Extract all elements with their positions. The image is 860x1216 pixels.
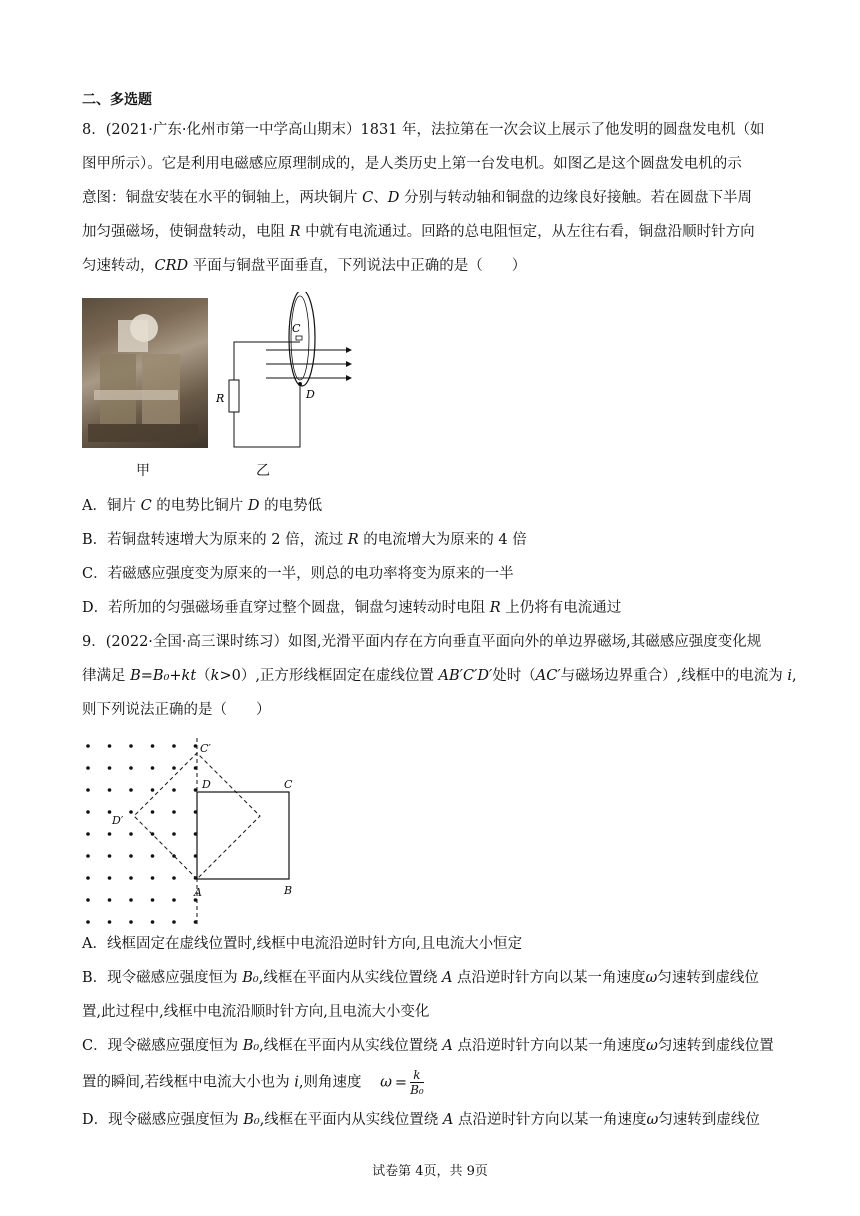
- field-dot: [86, 854, 90, 858]
- field-dot: [151, 788, 155, 792]
- field-dot: [129, 898, 133, 902]
- field-dot: [151, 766, 155, 770]
- field-dot: [172, 920, 176, 924]
- page-footer: 试卷第 4页，共 9页: [372, 1164, 488, 1179]
- field-dot: [86, 788, 90, 792]
- field-dot: [129, 876, 133, 880]
- figure-jia-caption: 甲: [136, 463, 150, 479]
- label-a: A: [194, 886, 202, 899]
- field-dot: [86, 744, 90, 748]
- field-dot: [129, 744, 133, 748]
- field-dot: [108, 898, 112, 902]
- field-dot: [108, 876, 112, 880]
- field-dot: [172, 810, 176, 814]
- field-dot: [108, 788, 112, 792]
- disc-generator-schematic: [212, 292, 362, 452]
- field-dot: [108, 744, 112, 748]
- field-dot: [129, 788, 133, 792]
- section-title: 二、多选题: [82, 92, 152, 108]
- field-dot: [151, 810, 155, 814]
- disc-generator-photo: [82, 298, 208, 448]
- field-dot: [129, 854, 133, 858]
- field-dot: [86, 920, 90, 924]
- q9-option-b-line-2: 置,此过程中,线框中电流沿顺时针方向,且电流大小变化: [82, 1004, 430, 1020]
- field-dot: [129, 766, 133, 770]
- field-dot: [151, 920, 155, 924]
- field-dot: [86, 810, 90, 814]
- q8-line-4: 加匀强磁场，使铜盘转动，电阻 R 中就有电流通过。回路的总电阻恒定，从左往右看，铜盘沿顺时针方向: [82, 224, 755, 240]
- field-dot: [172, 744, 176, 748]
- q9-line-2: 律满足 B=B₀+kt（k>0）,正方形线框固定在虚线位置 AB′C′D′处时（AC′与磁场边界重合）,线框中的电流为 i,: [82, 668, 797, 684]
- q8-line-2: 图甲所示）。它是利用电磁感应原理制成的，是人类历史上第一台发电机。如图乙是这个圆盘发电机的示: [82, 156, 742, 172]
- q9-option-c-line-2: 置的瞬间,若线框中电流大小也为 i,则角速度 ω = $\frac{k}{\text{B₀}}$: [82, 1068, 424, 1097]
- field-dot: [151, 898, 155, 902]
- field-dot: [129, 832, 133, 836]
- omega-formula: ω = $\frac{k}{\text{B₀}}$: [380, 1068, 424, 1097]
- field-dot: [151, 854, 155, 858]
- field-dot: [108, 810, 112, 814]
- q8-line-3: 意图：铜盘安装在水平的铜轴上，两块铜片 C、D 分别与转动轴和铜盘的边缘良好接触。若在圆盘下半周: [82, 190, 752, 206]
- magnetic-field-dots: [86, 744, 197, 924]
- q8-line-5: 匀速转动，CRD 平面与铜盘平面垂直，下列说法中正确的是（ ）: [82, 258, 527, 274]
- field-dot: [86, 876, 90, 880]
- field-dot: [86, 766, 90, 770]
- field-dot: [129, 920, 133, 924]
- q8-option-d: D．若所加的匀强磁场垂直穿过整个圆盘，铜盘匀速转动时电阻 R 上仍将有电流通过: [82, 600, 622, 616]
- q9-line-1: 9．(2022·全国·高三课时练习）如图,光滑平面内存在方向垂直平面向外的单边界磁场,其磁感应强度变化规: [82, 634, 762, 650]
- q9-option-a: A．线框固定在虚线位置时,线框中电流沿逆时针方向,且电流大小恒定: [82, 936, 523, 952]
- q8-option-b: B．若铜盘转速增大为原来的 2 倍，流过 R 的电流增大为原来的 4 倍: [82, 532, 527, 548]
- field-dot: [86, 832, 90, 836]
- q9-line-3: 则下列说法正确的是（ ）: [82, 702, 271, 718]
- field-dot: [172, 766, 176, 770]
- field-dot: [129, 810, 133, 814]
- q8-line-1: 8．(2021·广东·化州市第一中学高山期末）1831 年，法拉第在一次会议上展示了他发明的圆盘发电机（如: [82, 122, 765, 138]
- label-c: C: [284, 778, 293, 791]
- field-dot: [172, 898, 176, 902]
- field-dot: [108, 766, 112, 770]
- field-dot: [172, 876, 176, 880]
- label-b: B: [284, 884, 293, 897]
- field-dot: [151, 876, 155, 880]
- q9-option-d-line-1: D．现令磁感应强度恒为 B₀,线框在平面内从实线位置绕 A 点沿逆时针方向以某一角速度ω匀速转到虚线位: [82, 1112, 760, 1128]
- label-c-prime: C′: [200, 742, 211, 755]
- q8-option-a: A．铜片 C 的电势比铜片 D 的电势低: [82, 498, 323, 514]
- label-c: C: [292, 322, 301, 335]
- field-dot: [108, 854, 112, 858]
- field-dot: [108, 920, 112, 924]
- q8-option-c: C．若磁感应强度变为原来的一半，则总的电功率将变为原来的一半: [82, 566, 514, 582]
- label-d-prime: D′: [112, 814, 124, 827]
- field-dot: [151, 744, 155, 748]
- label-r: R: [216, 392, 225, 405]
- magnetic-field-square-frame-figure: [80, 736, 310, 926]
- q9-option-c-line-1: C．现令磁感应强度恒为 B₀,线框在平面内从实线位置绕 A 点沿逆时针方向以某一角速度ω匀速转到虚线位置: [82, 1038, 774, 1054]
- label-d: D: [306, 388, 315, 401]
- q9-option-b-line-1: B．现令磁感应强度恒为 B₀,线框在平面内从实线位置绕 A 点沿逆时针方向以某一角速度ω匀速转到虚线位: [82, 970, 759, 986]
- label-d: D: [202, 778, 211, 791]
- field-dot: [172, 788, 176, 792]
- field-dot: [86, 898, 90, 902]
- field-dot: [108, 832, 112, 836]
- figure-yi-caption: 乙: [256, 463, 270, 479]
- field-dot: [172, 832, 176, 836]
